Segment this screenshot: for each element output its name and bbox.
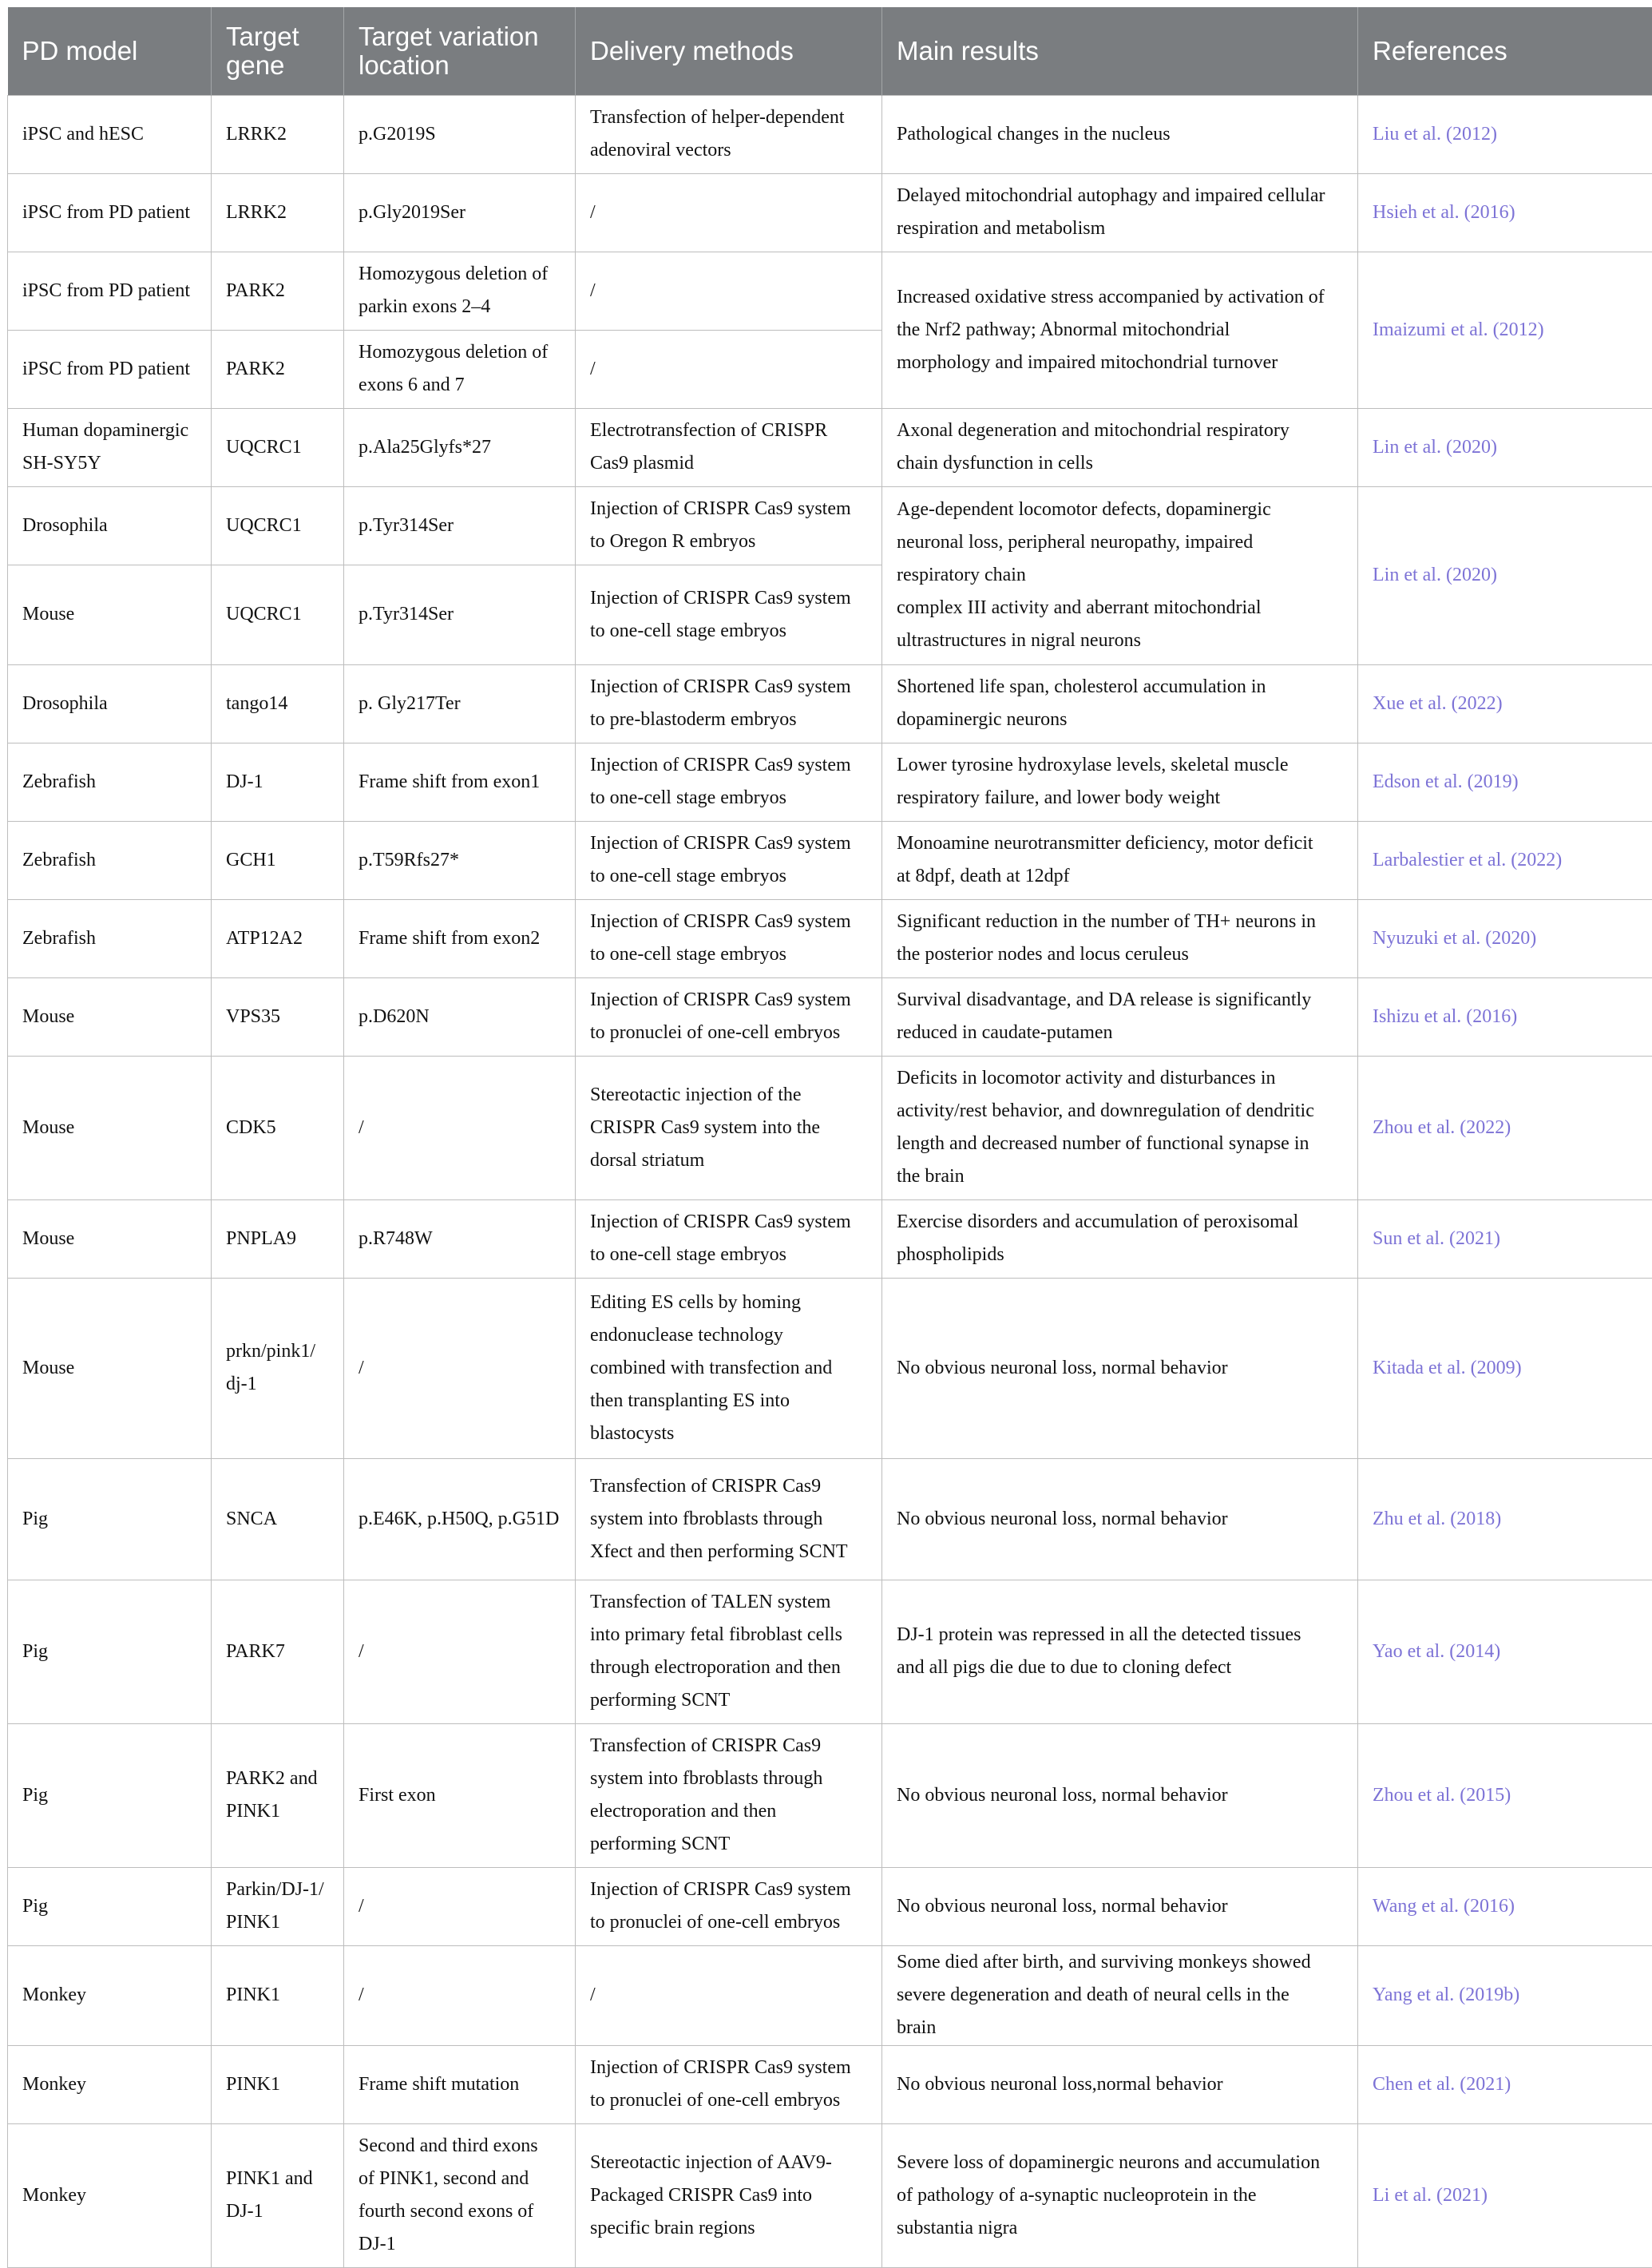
cell-main-results <box>882 977 1358 1056</box>
header-label: References <box>1373 36 1507 65</box>
cell-text: Injection of CRISPR Cas9 system to Oregon R embryos <box>590 498 851 552</box>
reference-link[interactable]: Chen et al. (2021) <box>1373 2074 1511 2095</box>
header-target-variation <box>344 7 576 95</box>
cell-text: Injection of CRISPR Cas9 system to pronuclei of one-cell embryos <box>590 1879 851 1933</box>
reference-link[interactable]: Sun et al. (2021) <box>1373 1228 1500 1249</box>
cell-reference[interactable] <box>1358 977 1652 1056</box>
cell-delivery-method <box>576 899 882 977</box>
cell-text: PARK2 <box>226 359 285 379</box>
table-body <box>8 95 1652 2267</box>
cell-delivery-method <box>576 1199 882 1278</box>
cell-target-variation <box>344 486 576 565</box>
cell-target-variation <box>344 1723 576 1867</box>
cell-delivery-method <box>576 977 882 1056</box>
cell-delivery-method <box>576 821 882 899</box>
cell-pd-model <box>8 1458 212 1580</box>
cell-text: prkn/pink1/ dj-1 <box>226 1341 315 1394</box>
cell-pd-model <box>8 1580 212 1723</box>
reference-link[interactable]: Xue et al. (2022) <box>1373 693 1503 714</box>
cell-text: First exon <box>359 1785 436 1806</box>
cell-pd-model <box>8 821 212 899</box>
cell-reference[interactable] <box>1358 1580 1652 1723</box>
cell-text: / <box>590 359 596 379</box>
cell-target-variation <box>344 1945 576 2045</box>
cell-pd-model <box>8 664 212 743</box>
cell-delivery-method <box>576 486 882 565</box>
cell-main-results <box>882 1945 1358 2045</box>
cell-reference[interactable] <box>1358 1945 1652 2045</box>
cell-pd-model <box>8 565 212 664</box>
cell-target-variation <box>344 1867 576 1945</box>
cell-target-variation <box>344 977 576 1056</box>
cell-pd-model <box>8 95 212 173</box>
header-main-results <box>882 7 1358 95</box>
cell-delivery-method <box>576 1945 882 2045</box>
cell-main-results <box>882 1278 1358 1458</box>
table-row <box>8 2123 1652 2267</box>
cell-text: Pathological changes in the nucleus <box>897 124 1171 145</box>
cell-main-results <box>882 821 1358 899</box>
cell-reference[interactable] <box>1358 1867 1652 1945</box>
cell-text: p.E46K, p.H50Q, p.G51D <box>359 1509 559 1529</box>
cell-main-results <box>882 1580 1358 1723</box>
cell-text: Injection of CRISPR Cas9 system to one-cell stage embryos <box>590 911 851 965</box>
cell-text: PARK2 <box>226 280 285 301</box>
reference-link[interactable]: Larbalestier et al. (2022) <box>1373 850 1562 870</box>
cell-text: Monkey <box>22 1985 86 2005</box>
cell-target-gene <box>212 565 344 664</box>
reference-link[interactable]: Nyuzuki et al. (2020) <box>1373 928 1536 949</box>
cell-text: Injection of CRISPR Cas9 system to pre-blastoderm embryos <box>590 676 851 730</box>
cell-target-variation <box>344 1580 576 1723</box>
cell-delivery-method <box>576 565 882 664</box>
cell-text: Injection of CRISPR Cas9 system to one-cell stage embryos <box>590 755 851 808</box>
table-row <box>8 664 1652 743</box>
cell-text: Homozygous deletion of exons 6 and 7 <box>359 342 548 395</box>
cell-target-gene <box>212 2045 344 2123</box>
cell-text: Survival disadvantage, and DA release is significantly reduced in caudate-putamen <box>897 989 1311 1043</box>
cell-target-variation <box>344 1458 576 1580</box>
cell-main-results <box>882 173 1358 252</box>
cell-target-gene <box>212 408 344 486</box>
cell-text: Mouse <box>22 1006 74 1027</box>
cell-main-results <box>882 2123 1358 2267</box>
cell-text: Injection of CRISPR Cas9 system to pronuclei of one-cell embryos <box>590 989 851 1043</box>
cell-delivery-method <box>576 252 882 330</box>
cell-text: Axonal degeneration and mitochondrial respiratory chain dysfunction in cells <box>897 420 1290 474</box>
cell-text: iPSC and hESC <box>22 124 144 145</box>
cell-text: PINK1 <box>226 1985 280 2005</box>
header-label: Target variation location <box>359 22 539 80</box>
cell-target-variation <box>344 565 576 664</box>
cell-target-gene <box>212 1056 344 1199</box>
reference-link[interactable]: Kitada et al. (2009) <box>1373 1358 1522 1378</box>
cell-pd-model <box>8 2045 212 2123</box>
cell-delivery-method <box>576 1580 882 1723</box>
table-row <box>8 1945 1652 2045</box>
cell-target-variation <box>344 330 576 408</box>
cell-text: PINK1 <box>226 2074 280 2095</box>
cell-main-results <box>882 664 1358 743</box>
header-references <box>1358 7 1652 95</box>
cell-delivery-method <box>576 1867 882 1945</box>
table-row <box>8 1580 1652 1723</box>
cell-target-gene <box>212 1278 344 1458</box>
cell-text: PARK7 <box>226 1641 285 1662</box>
cell-target-gene <box>212 252 344 330</box>
cell-text: Deficits in locomotor activity and disturbances in activity/rest behavior, and downregulation of dendritic length and decreased number of functional synapse in the brain <box>897 1068 1314 1187</box>
cell-text: Stereotactic injection of the CRISPR Cas9 system into the dorsal striatum <box>590 1084 820 1171</box>
cell-pd-model <box>8 977 212 1056</box>
cell-target-variation <box>344 408 576 486</box>
cell-text: Pig <box>22 1896 48 1917</box>
header-row <box>8 7 1652 95</box>
cell-text: Mouse <box>22 1358 74 1378</box>
cell-text: Injection of CRISPR Cas9 system to one-cell stage embryos <box>590 588 851 641</box>
table-row <box>8 1056 1652 1199</box>
cell-text: LRRK2 <box>226 202 287 223</box>
cell-target-variation <box>344 1278 576 1458</box>
cell-text: No obvious neuronal loss, normal behavior <box>897 1896 1228 1917</box>
header-pd-model <box>8 7 212 95</box>
cell-text: Zebrafish <box>22 928 96 949</box>
cell-text: Zebrafish <box>22 771 96 792</box>
cell-target-gene <box>212 664 344 743</box>
cell-pd-model <box>8 486 212 565</box>
cell-text: PARK2 and PINK1 <box>226 1768 317 1822</box>
reference-link[interactable]: Imaizumi et al. (2012) <box>1373 319 1544 340</box>
cell-text: Monkey <box>22 2185 86 2206</box>
cell-text: Stereotactic injection of AAV9- Packaged CRISPR Cas9 into specific brain regions <box>590 2152 832 2238</box>
reference-link[interactable]: Yang et al. (2019b) <box>1373 1985 1519 2005</box>
cell-text: Transfection of CRISPR Cas9 system into fbroblasts through electroporation and then performing SCNT <box>590 1735 822 1854</box>
cell-text: Transfection of TALEN system into primary fetal fibroblast cells through electroporation and then performing SCNT <box>590 1592 842 1711</box>
cell-target-gene <box>212 899 344 977</box>
cell-reference[interactable] <box>1358 173 1652 252</box>
cell-text: Injection of CRISPR Cas9 system to one-cell stage embryos <box>590 833 851 886</box>
reference-link[interactable]: Zhu et al. (2018) <box>1373 1509 1501 1529</box>
reference-link[interactable]: Edson et al. (2019) <box>1373 771 1519 792</box>
table-container <box>7 7 1652 2268</box>
cell-reference[interactable] <box>1358 1199 1652 1278</box>
cell-text: No obvious neuronal loss,normal behavior <box>897 2074 1223 2095</box>
cell-text: Pig <box>22 1509 48 1529</box>
cell-reference[interactable] <box>1358 2123 1652 2267</box>
cell-reference[interactable] <box>1358 408 1652 486</box>
cell-delivery-method <box>576 743 882 821</box>
cell-pd-model <box>8 1945 212 2045</box>
cell-delivery-method <box>576 2123 882 2267</box>
cell-text: Monkey <box>22 2074 86 2095</box>
cell-text: PNPLA9 <box>226 1228 296 1249</box>
cell-text: p.Tyr314Ser <box>359 604 454 624</box>
cell-text: Age-dependent locomotor defects, dopaminergic neuronal loss, peripheral neuropathy, impaired respiratory chain complex III activity and aberrant mitochondrial ultrastructures in nigral neurons <box>897 499 1271 651</box>
cell-target-gene <box>212 743 344 821</box>
cell-text: CDK5 <box>226 1117 276 1138</box>
cell-target-gene <box>212 330 344 408</box>
cell-target-gene <box>212 1458 344 1580</box>
reference-link[interactable]: Lin et al. (2020) <box>1373 437 1497 458</box>
cell-main-results <box>882 743 1358 821</box>
table-row <box>8 743 1652 821</box>
cell-target-variation <box>344 899 576 977</box>
cell-text: UQCRC1 <box>226 515 302 536</box>
cell-target-gene <box>212 1867 344 1945</box>
table-row <box>8 1723 1652 1867</box>
cell-text: p.R748W <box>359 1228 433 1249</box>
cell-text: Severe loss of dopaminergic neurons and accumulation of pathology of a-synaptic nucleoprotein in the substantia nigra <box>897 2152 1320 2238</box>
cell-delivery-method <box>576 1056 882 1199</box>
cell-target-variation <box>344 173 576 252</box>
table-row <box>8 2045 1652 2123</box>
cell-target-gene <box>212 486 344 565</box>
cell-target-variation <box>344 1056 576 1199</box>
cell-pd-model <box>8 330 212 408</box>
cell-reference[interactable] <box>1358 95 1652 173</box>
reference-link[interactable]: Hsieh et al. (2016) <box>1373 202 1515 223</box>
cell-text: p.D620N <box>359 1006 430 1027</box>
cell-pd-model <box>8 743 212 821</box>
cell-text: Exercise disorders and accumulation of peroxisomal phospholipids <box>897 1211 1298 1265</box>
cell-text: Some died after birth, and surviving monkeys showed severe degeneration and death of neural cells in the brain <box>897 1952 1311 2038</box>
cell-target-gene <box>212 1945 344 2045</box>
reference-link[interactable]: Zhou et al. (2022) <box>1373 1117 1511 1138</box>
cell-main-results <box>882 1056 1358 1199</box>
cell-text: VPS35 <box>226 1006 280 1027</box>
table-header <box>8 7 1652 95</box>
cell-target-gene <box>212 1723 344 1867</box>
cell-text: Injection of CRISPR Cas9 system to one-cell stage embryos <box>590 1211 851 1265</box>
cell-text: Parkin/DJ-1/ PINK1 <box>226 1879 324 1933</box>
cell-reference[interactable] <box>1358 899 1652 977</box>
cell-text: No obvious neuronal loss, normal behavior <box>897 1785 1228 1806</box>
cell-text: Pig <box>22 1785 48 1806</box>
cell-text: Increased oxidative stress accompanied by activation of the Nrf2 pathway; Abnormal mitochondrial morphology and impaired mitochondrial turnover <box>897 287 1325 373</box>
cell-target-variation <box>344 95 576 173</box>
cell-text: / <box>359 1896 364 1917</box>
cell-text: Human dopaminergic SH-SY5Y <box>22 420 188 474</box>
cell-text: / <box>590 280 596 301</box>
reference-link[interactable]: Zhou et al. (2015) <box>1373 1785 1511 1806</box>
cell-target-gene <box>212 821 344 899</box>
table-row <box>8 1278 1652 1458</box>
cell-pd-model <box>8 252 212 330</box>
cell-delivery-method <box>576 1278 882 1458</box>
header-target-gene <box>212 7 344 95</box>
cell-text: Frame shift mutation <box>359 2074 519 2095</box>
cell-text: DJ-1 protein was repressed in all the detected tissues and all pigs die due to due to cloning defect <box>897 1624 1301 1678</box>
cell-target-gene <box>212 1580 344 1723</box>
table-row <box>8 95 1652 173</box>
cell-main-results <box>882 1458 1358 1580</box>
cell-reference[interactable] <box>1358 664 1652 743</box>
cell-delivery-method <box>576 95 882 173</box>
cell-reference[interactable] <box>1358 743 1652 821</box>
cell-main-results <box>882 408 1358 486</box>
reference-link[interactable]: Yao et al. (2014) <box>1373 1641 1500 1662</box>
cell-target-gene <box>212 2123 344 2267</box>
cell-target-variation <box>344 2045 576 2123</box>
reference-link[interactable]: Liu et al. (2012) <box>1373 124 1497 145</box>
cell-reference[interactable] <box>1358 821 1652 899</box>
cell-reference[interactable] <box>1358 252 1652 408</box>
reference-link[interactable]: Li et al. (2021) <box>1373 2185 1488 2206</box>
cell-text: / <box>590 202 596 223</box>
cell-target-variation <box>344 664 576 743</box>
cell-main-results <box>882 899 1358 977</box>
cell-main-results <box>882 1723 1358 1867</box>
cell-text: Transfection of CRISPR Cas9 system into fbroblasts through Xfect and then performing SCNT <box>590 1476 848 1562</box>
cell-reference[interactable] <box>1358 2045 1652 2123</box>
cell-text: Drosophila <box>22 515 108 536</box>
cell-delivery-method <box>576 2045 882 2123</box>
cell-text: iPSC from PD patient <box>22 202 190 223</box>
cell-reference[interactable] <box>1358 1056 1652 1199</box>
cell-text: Frame shift from exon1 <box>359 771 540 792</box>
cell-text: iPSC from PD patient <box>22 359 190 379</box>
cell-text: Shortened life span, cholesterol accumulation in dopaminergic neurons <box>897 676 1266 730</box>
cell-delivery-method <box>576 173 882 252</box>
cell-reference[interactable] <box>1358 1458 1652 1580</box>
cell-text: Delayed mitochondrial autophagy and impaired cellular respiration and metabolism <box>897 185 1325 239</box>
cell-text: Pig <box>22 1641 48 1662</box>
cell-pd-model <box>8 899 212 977</box>
cell-text: iPSC from PD patient <box>22 280 190 301</box>
table-row <box>8 821 1652 899</box>
table-row <box>8 899 1652 977</box>
cell-text: p.G2019S <box>359 124 436 145</box>
cell-text: PINK1 and DJ-1 <box>226 2168 313 2222</box>
cell-text: No obvious neuronal loss, normal behavior <box>897 1358 1228 1378</box>
cell-target-gene <box>212 1199 344 1278</box>
cell-delivery-method <box>576 1458 882 1580</box>
table-row <box>8 1199 1652 1278</box>
cell-target-variation <box>344 743 576 821</box>
cell-pd-model <box>8 2123 212 2267</box>
cell-target-gene <box>212 977 344 1056</box>
cell-text: UQCRC1 <box>226 437 302 458</box>
cell-text: Significant reduction in the number of TH+ neurons in the posterior nodes and locus ceruleus <box>897 911 1316 965</box>
cell-delivery-method <box>576 1723 882 1867</box>
table-row <box>8 173 1652 252</box>
header-label: Delivery methods <box>590 36 794 65</box>
table-row <box>8 408 1652 486</box>
cell-pd-model <box>8 1199 212 1278</box>
header-label: Target gene <box>226 22 299 80</box>
cell-text: GCH1 <box>226 850 276 870</box>
reference-link[interactable]: Ishizu et al. (2016) <box>1373 1006 1517 1027</box>
cell-text: Transfection of helper-dependent adenoviral vectors <box>590 107 845 161</box>
cell-text: p.T59Rfs27* <box>359 850 459 870</box>
cell-text: p.Gly2019Ser <box>359 202 465 223</box>
cell-target-gene <box>212 95 344 173</box>
cell-text: Mouse <box>22 1117 74 1138</box>
table-row <box>8 1458 1652 1580</box>
cell-text: Lower tyrosine hydroxylase levels, skeletal muscle respiratory failure, and lower body weight <box>897 755 1289 808</box>
cell-main-results <box>882 252 1358 408</box>
table-row <box>8 252 1652 330</box>
header-delivery-methods <box>576 7 882 95</box>
cell-reference[interactable] <box>1358 1723 1652 1867</box>
table-row <box>8 486 1652 565</box>
cell-text: Homozygous deletion of parkin exons 2–4 <box>359 264 548 317</box>
cell-reference[interactable] <box>1358 486 1652 664</box>
cell-pd-model <box>8 1278 212 1458</box>
cell-pd-model <box>8 173 212 252</box>
cell-text: ATP12A2 <box>226 928 303 949</box>
cell-main-results <box>882 95 1358 173</box>
cell-target-variation <box>344 252 576 330</box>
cell-delivery-method <box>576 408 882 486</box>
cell-text: / <box>590 1985 596 2005</box>
cell-main-results <box>882 1867 1358 1945</box>
cell-main-results <box>882 486 1358 664</box>
cell-text: / <box>359 1117 364 1138</box>
cell-text: Second and third exons of PINK1, second and fourth second exons of DJ-1 <box>359 2135 538 2254</box>
cell-text: Drosophila <box>22 693 108 714</box>
reference-link[interactable]: Lin et al. (2020) <box>1373 565 1497 585</box>
cell-delivery-method <box>576 664 882 743</box>
cell-text: DJ-1 <box>226 771 263 792</box>
cell-text: Injection of CRISPR Cas9 system to pronuclei of one-cell embryos <box>590 2057 851 2111</box>
cell-target-variation <box>344 2123 576 2267</box>
cell-delivery-method <box>576 330 882 408</box>
cell-pd-model <box>8 1867 212 1945</box>
cell-text: SNCA <box>226 1509 277 1529</box>
table-row <box>8 977 1652 1056</box>
cell-text: Monoamine neurotransmitter deficiency, motor deficit at 8dpf, death at 12dpf <box>897 833 1313 886</box>
cell-pd-model <box>8 1723 212 1867</box>
header-label: Main results <box>897 36 1039 65</box>
cell-text: Mouse <box>22 604 74 624</box>
cell-text: Mouse <box>22 1228 74 1249</box>
cell-text: Editing ES cells by homing endonuclease technology combined with transfection and then transplanting ES into blastocysts <box>590 1292 832 1444</box>
cell-text: LRRK2 <box>226 124 287 145</box>
cell-text: Frame shift from exon2 <box>359 928 540 949</box>
cell-text: / <box>359 1641 364 1662</box>
cell-text: / <box>359 1358 364 1378</box>
cell-text: p.Ala25Glyfs*27 <box>359 437 491 458</box>
cell-pd-model <box>8 1056 212 1199</box>
cell-text: p.Tyr314Ser <box>359 515 454 536</box>
cell-text: p. Gly217Ter <box>359 693 461 714</box>
cell-text: Zebrafish <box>22 850 96 870</box>
cell-text: Electrotransfection of CRISPR Cas9 plasmid <box>590 420 827 474</box>
pd-models-table <box>7 7 1652 2268</box>
header-label: PD model <box>22 36 138 65</box>
cell-target-variation <box>344 821 576 899</box>
cell-main-results <box>882 2045 1358 2123</box>
cell-text: No obvious neuronal loss, normal behavior <box>897 1509 1228 1529</box>
cell-pd-model <box>8 408 212 486</box>
cell-target-gene <box>212 173 344 252</box>
table-row <box>8 1867 1652 1945</box>
cell-target-variation <box>344 1199 576 1278</box>
cell-reference[interactable] <box>1358 1278 1652 1458</box>
cell-text: UQCRC1 <box>226 604 302 624</box>
cell-main-results <box>882 1199 1358 1278</box>
cell-text: / <box>359 1985 364 2005</box>
reference-link[interactable]: Wang et al. (2016) <box>1373 1896 1515 1917</box>
cell-text: tango14 <box>226 693 287 714</box>
